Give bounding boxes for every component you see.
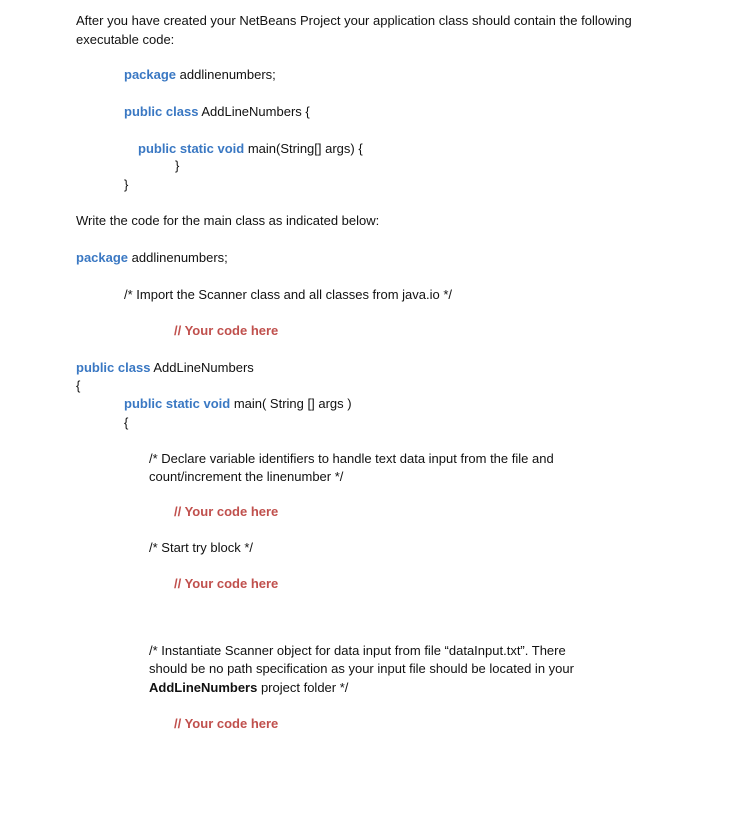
intro-line-1: After you have created your NetBeans Project your application class should contain the following: [76, 13, 632, 28]
sample-class-declaration: AddLineNumbers {: [201, 104, 310, 119]
try-comment: /* Start try block */: [149, 540, 254, 555]
write-code-instruction: Write the code for the main class as indicated below:: [76, 213, 380, 228]
template-main-keyword: public static void: [124, 396, 231, 411]
import-comment: /* Import the Scanner class and all classes from java.io */: [124, 287, 453, 302]
template-package-line: [76, 249, 228, 267]
template-class-keyword: public class: [76, 360, 151, 375]
code-placeholder-1: // Your code here: [174, 323, 279, 338]
template-class-open-brace: {: [76, 378, 81, 393]
declare-comment-line-2: count/increment the linenumber */: [149, 469, 344, 484]
template-main-open-brace: {: [124, 415, 129, 430]
scanner-comment-line-2: should be no path specification as your input file should be located in your: [149, 661, 574, 676]
code-placeholder-4: // Your code here: [174, 716, 279, 731]
sample-package-line: [124, 66, 276, 84]
code-placeholder-3: // Your code here: [174, 576, 279, 591]
declare-comment-line-1: /* Declare variable identifiers to handle text data input from the file and: [149, 451, 554, 466]
sample-package-keyword: package: [124, 67, 177, 82]
sample-main-keyword: public static void: [138, 141, 245, 156]
code-placeholder-2: // Your code here: [174, 504, 279, 519]
template-class-line: [76, 359, 254, 377]
scanner-comment-line-3-rest: project folder */: [257, 680, 349, 695]
intro-line-2: executable code:: [76, 32, 175, 47]
template-package-keyword: package: [76, 250, 129, 265]
sample-inner-close-brace: }: [175, 158, 180, 173]
scanner-comment-line-3: [149, 679, 348, 697]
sample-package-name: addlinenumbers;: [179, 67, 276, 82]
project-name-bold: AddLineNumbers: [149, 680, 258, 695]
template-main-signature: main( String [] args ): [233, 396, 352, 411]
scanner-comment-line-1: /* Instantiate Scanner object for data input from file “dataInput.txt”. There: [149, 643, 566, 658]
template-package-name: addlinenumbers;: [131, 250, 228, 265]
template-main-line: [124, 395, 352, 413]
sample-outer-close-brace: }: [124, 177, 129, 192]
sample-class-line: [124, 103, 310, 121]
sample-main-line: [138, 140, 363, 158]
sample-class-keyword: public class: [124, 104, 199, 119]
template-class-name: AddLineNumbers: [153, 360, 254, 375]
sample-main-signature: main(String[] args) {: [247, 141, 363, 156]
